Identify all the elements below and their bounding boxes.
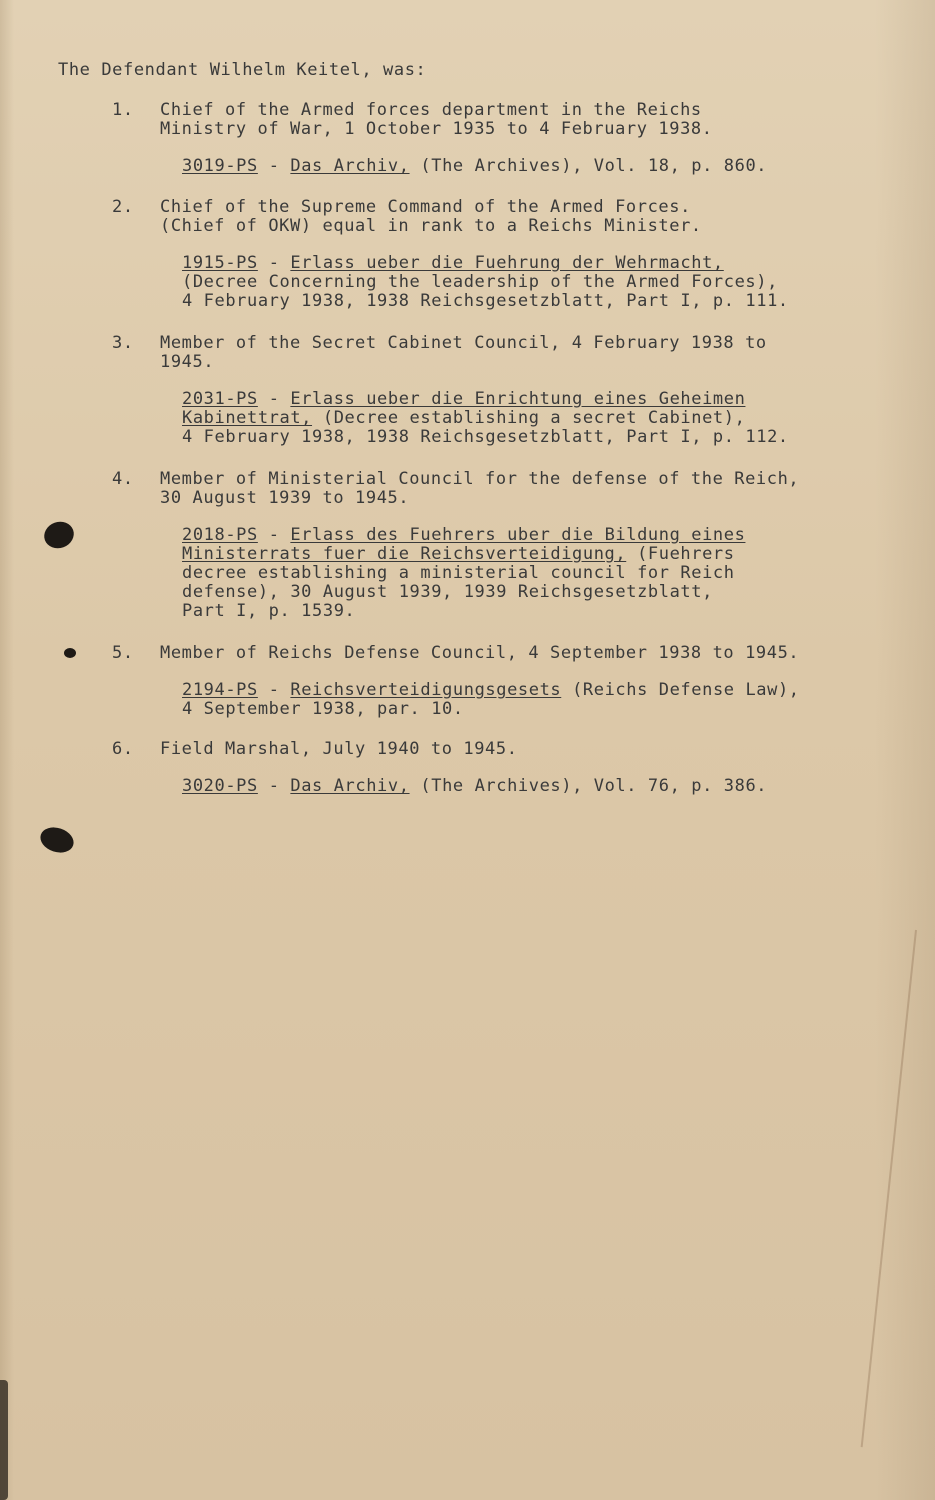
list-item — [112, 334, 852, 447]
list-item — [112, 101, 852, 176]
citation-separator: - — [257, 253, 291, 273]
citation-details: (The Archives), Vol. 18, p. 860. — [409, 156, 768, 176]
citation-separator: - — [257, 776, 291, 796]
item-number: 1. — [112, 100, 134, 120]
citation-title: Reichsverteidigungsgesets — [290, 680, 562, 700]
item-number: 4. — [112, 469, 134, 489]
citation — [182, 157, 852, 176]
ink-blot — [37, 823, 77, 856]
item-text: Chief of the Armed forces department in the Reichs Ministry of War, 1 October 1935 to 4 February 1938. — [160, 100, 713, 139]
citation-code: 2194-PS — [182, 680, 258, 700]
citation-title: Erlass ueber die Fuehrung der Wehrmacht, — [290, 253, 724, 273]
citation-details: (The Archives), Vol. 76, p. 386. — [409, 776, 768, 796]
citation-details: (Reichs Defense Law), 4 September 1938, par. 10. — [182, 680, 800, 719]
citation-separator: - — [257, 680, 291, 700]
item-number: 6. — [112, 739, 134, 759]
citation — [182, 681, 852, 719]
citation — [182, 526, 852, 621]
item-text: Member of the Secret Cabinet Council, 4 February 1938 to 1945. — [160, 333, 767, 372]
ink-blot — [64, 648, 76, 658]
citation-title: Erlass ueber die Enrichtung eines Geheimen Kabinettrat, — [182, 389, 746, 428]
paper-fold-line — [861, 930, 917, 1447]
citation — [182, 254, 852, 311]
list-item — [112, 740, 852, 796]
citation-title: Das Archiv, — [290, 156, 410, 176]
citation — [182, 390, 852, 447]
citation-code: 2018-PS — [182, 525, 258, 545]
binding-mark — [0, 1380, 8, 1500]
citation-title: Erlass des Fuehrers uber die Bildung eines Ministerrats fuer die Reichsverteidigung, — [182, 525, 746, 564]
citation — [182, 777, 852, 796]
item-text: Member of Ministerial Council for the defense of the Reich, 30 August 1939 to 1945. — [160, 469, 800, 508]
item-text: Member of Reichs Defense Council, 4 September 1938 to 1945. — [160, 643, 800, 663]
item-number: 2. — [112, 197, 134, 217]
citation-code: 3020-PS — [182, 776, 258, 796]
ink-blot — [40, 518, 77, 553]
citation-title: Das Archiv, — [290, 776, 410, 796]
citation-details: (Decree establishing a secret Cabinet), 4 February 1938, 1938 Reichsgesetzblatt, Part I, p. 112. — [182, 408, 789, 447]
citation-code: 1915-PS — [182, 253, 258, 273]
intro-line: The Defendant Wilhelm Keitel, was: — [58, 60, 427, 80]
citation-details: (Decree Concerning the leadership of the Armed Forces), 4 February 1938, 1938 Reichsgesetzblatt, Part I, p. 111. — [182, 272, 789, 311]
item-number: 3. — [112, 333, 134, 353]
citation-details: (Fuehrers decree establishing a ministerial council for Reich defense), 30 August 1939, 1939 Reichsgesetzblatt, Part I, p. 1539. — [182, 544, 735, 621]
paper-edge-shading — [875, 0, 935, 1500]
citation-separator: - — [257, 389, 291, 409]
item-number: 5. — [112, 643, 134, 663]
item-text: Chief of the Supreme Command of the Armed Forces. (Chief of OKW) equal in rank to a Reichs Minister. — [160, 197, 702, 236]
list-item — [112, 198, 852, 311]
citation-code: 3019-PS — [182, 156, 258, 176]
citation-code: 2031-PS — [182, 389, 258, 409]
item-text: Field Marshal, July 1940 to 1945. — [160, 739, 518, 759]
citation-separator: - — [257, 525, 291, 545]
citation-separator: - — [257, 156, 291, 176]
list-item — [112, 644, 852, 719]
list-item — [112, 470, 852, 621]
